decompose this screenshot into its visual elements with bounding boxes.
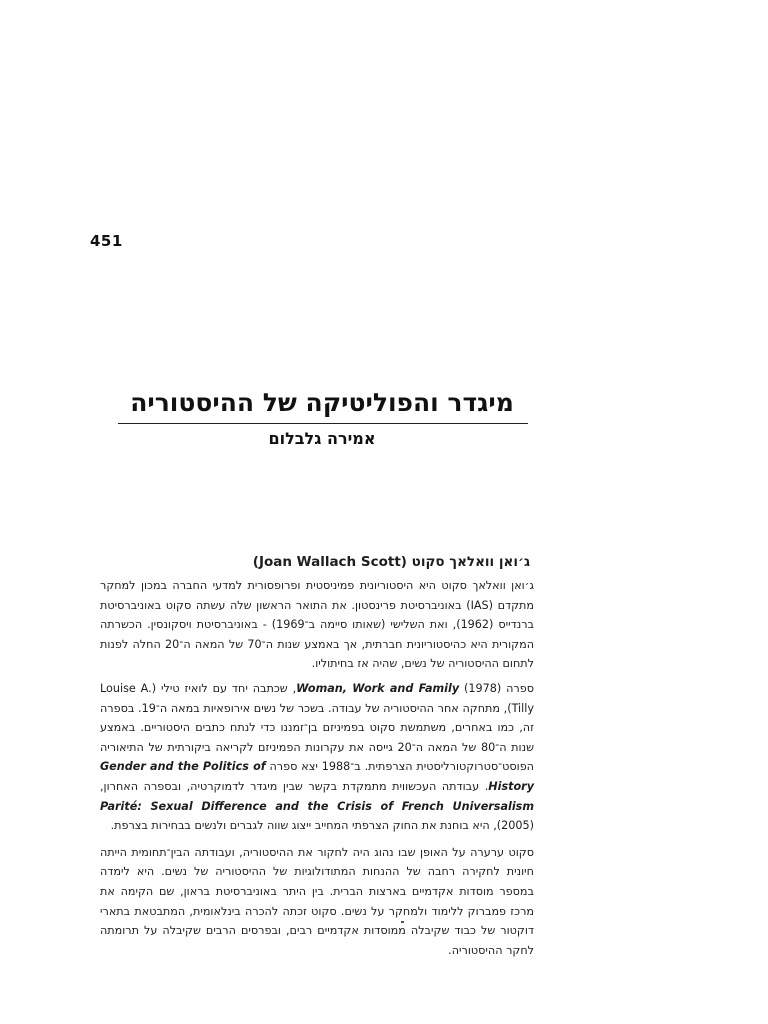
author-bio [100, 552, 534, 967]
author-name: אמירה גלבלום [268, 429, 376, 448]
bio-p2-text-2: (1978), שכתבה יחד עם לואיז טילי (Louise A. Tilly), מתחקה אחר ההיסטוריה של עבודה. בשכר של נשים אירופאיות במאה ה־19. בספרה זה, כמו באחרים, משתמשת סקוט בפמיניזם בן־זמננו כדי לנתח כתבים היסטוריים. באמצע שנות ה־80 של המאה ה־20 גייסה את עקרונות הפמיניזם לקריאה ביקורתית של התיאוריה הפוסט־סטרוקטורליסטית הצרפתית. ב־1988 יצא ספרה [100, 681, 534, 774]
bio-heading [100, 552, 530, 572]
page-mark [401, 921, 404, 923]
bio-p2-text-3: . עבודתה העכשווית מתמקדת בקשר שבין מיגדר לדמוקרטיה, ובספרה האחרון, [100, 779, 489, 793]
chapter-title: מיגדר והפוליטיקה של ההיסטוריה [130, 388, 514, 417]
page-number: 451 [90, 232, 123, 250]
book-title-woman-work-family: Woman, Work and Family [296, 681, 460, 695]
bio-paragraph-3: סקוט ערערה על האופן שבו נהוג היה לחקור את ההיסטוריה, ועבודתה הבין־תחומית הייתה חיונית לחקירה רחבה של ההנחות המתודולוגיות של ההיסטוריה של נשים. היא לימדה במספר מוסדות אקדמיים בארצות הברית. בין היתר באוניברסיטת בראון, שם הקימה את מרכז פמברוק ללימוד ולמחקר על נשים. סקוט זכתה להכרה בינלאומית, המתבטאת בתארי דוקטור של כבוד שקיבלה ממוסדות אקדמיים רבים, ובפרסים הרבים שקיבלה על תרומתה לחקר ההיסטוריה. [100, 845, 534, 957]
title-rule [118, 423, 528, 424]
bio-p2-text-1: ספרה [501, 681, 534, 695]
book-title-parite: Parité: Sexual Difference and the Crisis of French Universalism [100, 799, 534, 813]
book-title-gender-politics-history: Gender and the Politics of History [100, 760, 534, 793]
bio-heading-name-en: (Joan Wallach Scott) [252, 554, 407, 570]
bio-paragraph-1: ג׳ואן וואלאך סקוט היא היסטוריונית פמיניסטית ופרופסורית למדעי החברה במכון למחקר מתקדם (IAS) באוניברסיטת פרינסטון. את התואר הראשון שלה עשתה סקוט באוניברסיטת ברנדייס (1962), ואת השלישי (שאותו סיימה ב־1969) - באוניברסיטת ויסקונסין. הכשרתה המקורית היא כהיסטוריונית חברתית, אך באמצע שנות ה־70 של המאה ה־20 החלה לפנות לתחום ההיסטוריה של נשים, שהיה אז בחיתוליו. [100, 579, 535, 671]
bio-paragraph-2 [100, 679, 534, 836]
bio-heading-name: ג׳ואן וואלאך סקוט [411, 554, 530, 570]
bio-p2-text-4: (2005), היא בוחנת את החוק הצרפתי המחייב ייצוג שווה לגברים ולנשים בבחירות בצרפת. [110, 819, 534, 833]
